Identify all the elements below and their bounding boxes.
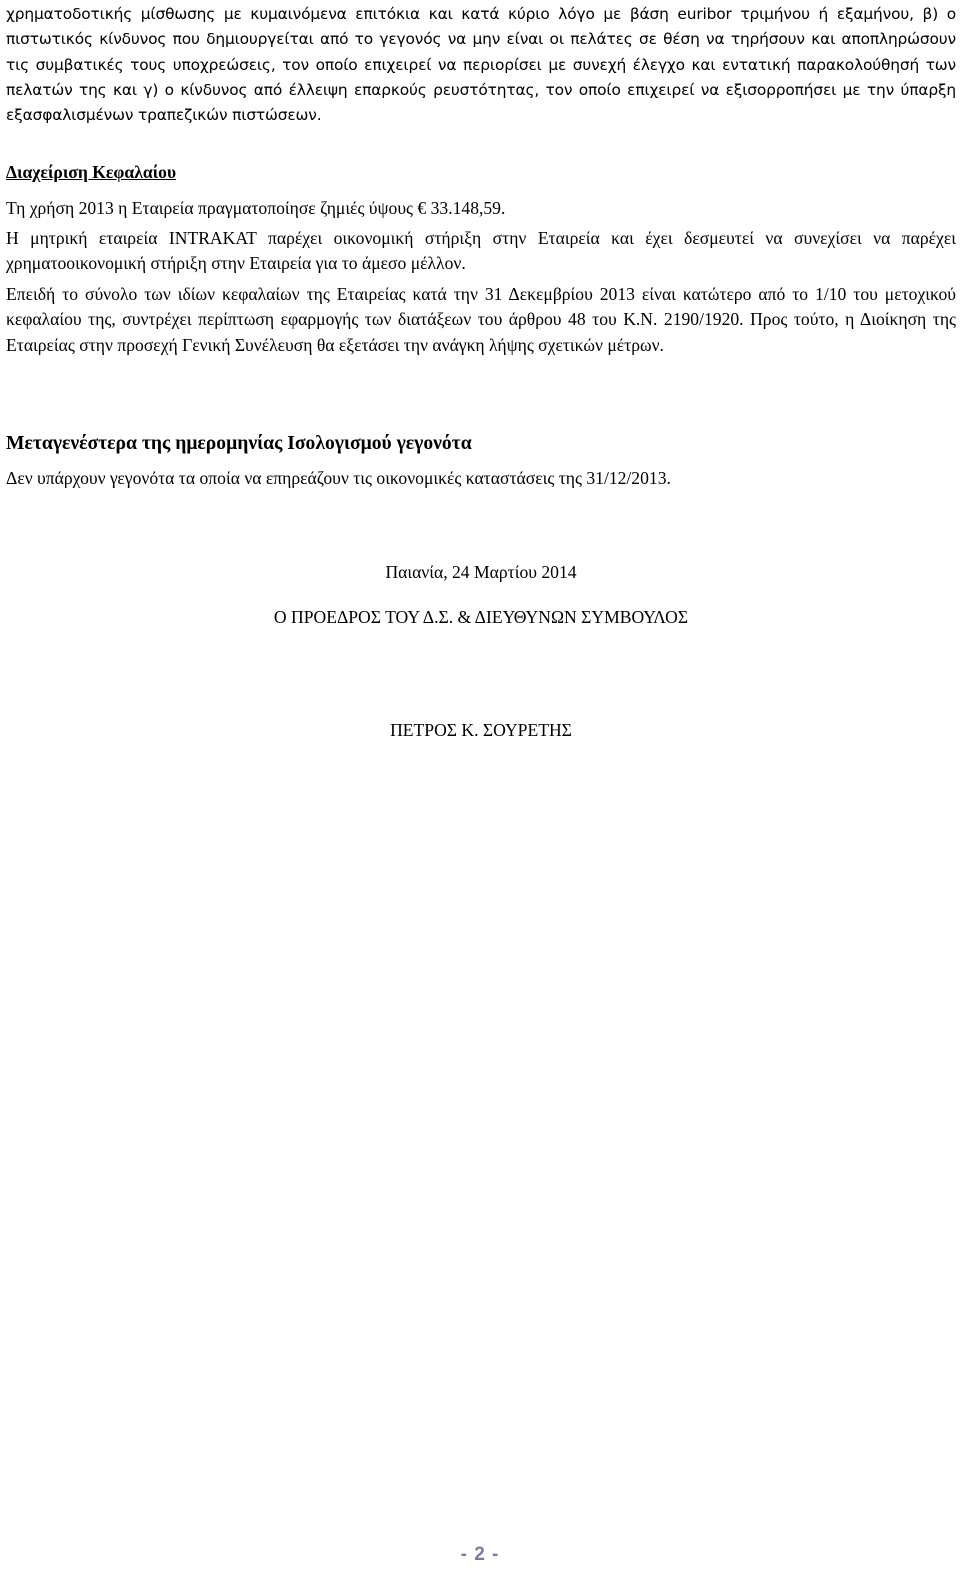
capital-paragraph-support: Η μητρική εταιρεία INTRAKAT παρέχει οικονομική στήριξη στην Εταιρεία και έχει δεσμευτεί να συνεχίσει να παρέχει χρηματοοικονομική στήριξη στην Εταιρεία για το άμεσο μέλλον. — [6, 228, 956, 274]
subsequent-events-heading: Μεταγενέστερα της ημερομηνίας Ισολογισμού γεγονότα — [6, 433, 472, 454]
place-date: Παιανία, 24 Μαρτίου 2014 — [385, 562, 577, 582]
capital-management-heading: Διαχείριση Κεφαλαίου — [6, 162, 177, 182]
signatory-name: ΠΕΤΡΟΣ Κ. ΣΟΥΡΕΤΗΣ — [390, 720, 572, 740]
signatory-title: Ο ΠΡΟΕΔΡΟΣ ΤΟΥ Δ.Σ. & ΔΙΕΥΘΥΝΩΝ ΣΥΜΒΟΥΛΟΣ — [273, 607, 689, 627]
page-number: - 2 - — [460, 1544, 500, 1565]
intro-paragraph: χρηματοδοτικής μίσθωσης με κυμαινόμενα επιτόκια και κατά κύριο λόγο με βάση euribor τριμήνου ή εξαμήνου, β) ο πιστωτικός κίνδυνος που δημιουργείται από το γεγονός να μην είναι οι πελάτες σε θέση να τηρήσουν και αποπληρώσουν τις συμβατικές τους υποχρεώσεις, τον οποίο επιχειρεί να περιορίσει με συνεχή έλεγχο και εντατική παρακολούθησή των πελατών της και γ) ο κίνδυνος από έλλειψη επαρκούς ρευστότητας, τον οποίο επιχειρεί να εξισορροπήσει με την ύπαρξη εξασφαλισμένων τραπεζικών πιστώσεων. — [6, 5, 956, 125]
subsequent-events-text: Δεν υπάρχουν γεγονότα τα οποία να επηρεάζουν τις οικονομικές καταστάσεις της 31/12/2013. — [6, 468, 671, 488]
capital-paragraph-equity: Επειδή το σύνολο των ιδίων κεφαλαίων της Εταιρείας κατά την 31 Δεκεμβρίου 2013 είναι κατώτερο από το 1/10 του μετοχικού κεφαλαίου της, συντρέχει περίπτωση εφαρμογής των διατάξεων του άρθρου 48 του Κ.Ν. 2190/1920. Προς τούτο, η Διοίκηση της Εταιρείας στην προσεχή Γενική Συνέλευση θα εξετάσει την ανάγκη λήψης σχετικών μέτρων. — [6, 284, 956, 355]
capital-paragraph-loss: Τη χρήση 2013 η Εταιρεία πραγματοποίησε ζημιές ύψους € 33.148,59. — [6, 198, 506, 218]
